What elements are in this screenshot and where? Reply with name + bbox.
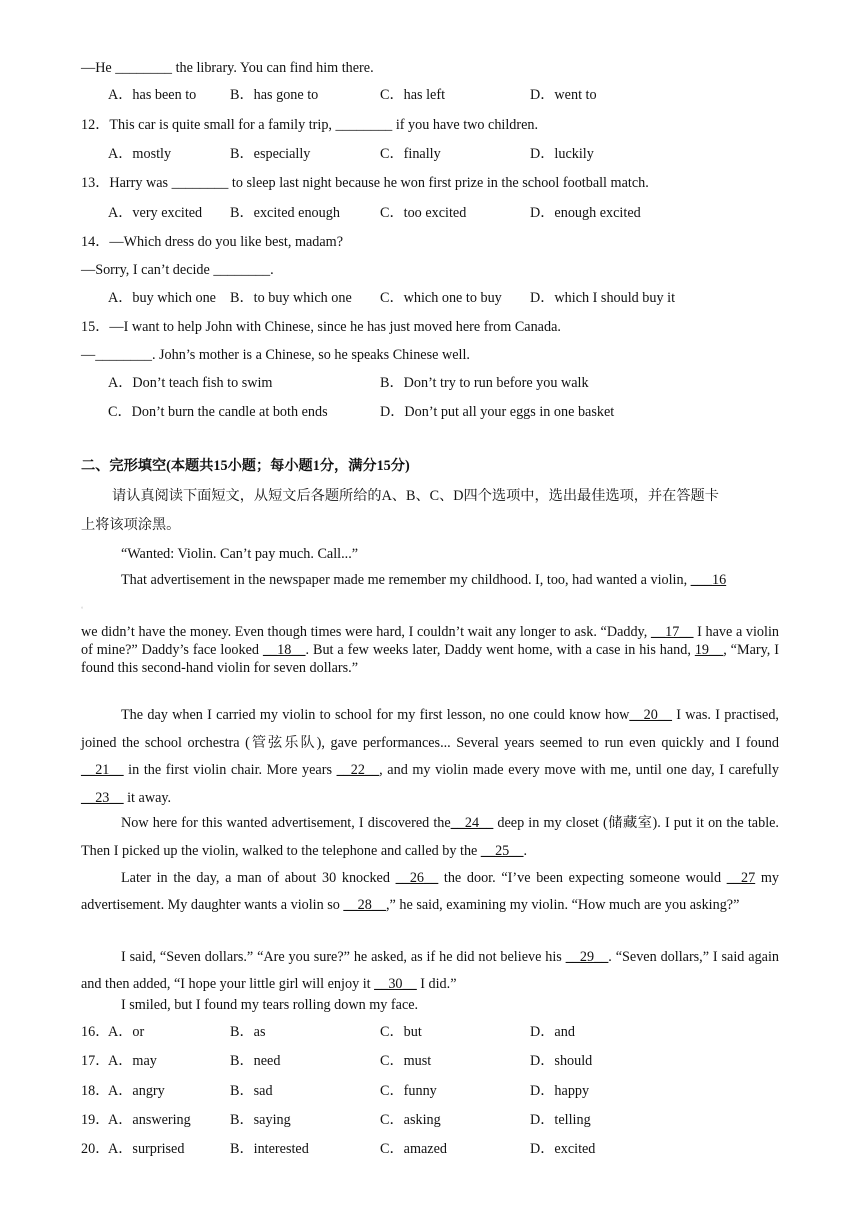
passage-text: I did.” (416, 975, 457, 992)
cloze17-option-a: A．may (108, 1053, 157, 1069)
blank-22: __22__ (336, 762, 380, 778)
section-heading: 二、完形填空(本题共15小题；每小题1分，满分15分) (81, 458, 410, 474)
cloze-number-16: 16． (81, 1024, 110, 1040)
cloze17-option-d: D．should (530, 1053, 593, 1069)
blank-30: __30__ (374, 975, 417, 992)
passage-text: The day when I carried my violin to school for my first lesson, no one could know how (121, 707, 630, 723)
blank-26: __26__ (395, 870, 439, 886)
passage-title: “Wanted: Violin. Can’t pay much. Call...” (121, 546, 359, 562)
q14-option-d: D．which I should buy it (530, 290, 676, 306)
cloze20-option-a: A．surprised (108, 1141, 185, 1157)
q15-option-c: C．Don’t burn the candle at both ends (108, 404, 328, 420)
q15-option-d: D．Don’t put all your eggs in one basket (380, 404, 615, 420)
passage-p3 (81, 810, 779, 865)
q13-option-c: C．too excited (380, 205, 467, 221)
passage-text: Later in the day, a man of about 30 knocked (121, 870, 396, 886)
passage-text: , and my violin made every move with me, until one day, I carefully (379, 762, 779, 778)
blank-18: __18__ (262, 642, 306, 658)
q12-option-a: A．mostly (108, 146, 172, 162)
cloze18-option-a: A．angry (108, 1083, 165, 1099)
q13-option-d: D．enough excited (530, 205, 641, 221)
cloze-number-17: 17． (81, 1053, 110, 1069)
cloze19-option-a: A．answering (108, 1112, 191, 1128)
passage-p2 (81, 702, 779, 812)
cloze-number-20: 20． (81, 1141, 110, 1157)
q13-stem: 13．Harry was ________ to sleep last night because he won first prize in the school football match. (81, 175, 649, 191)
passage-text: , “Mary, I found this second-hand violin for seven dollars.” (81, 642, 779, 676)
cloze16-option-d: D．and (530, 1024, 575, 1040)
q14-option-a: A．buy which one (108, 290, 216, 306)
cloze20-option-c: C．amazed (380, 1141, 447, 1157)
blank-25: __25__ (480, 842, 524, 859)
passage-text: I have a violin of mine?” Daddy’s face looked (81, 624, 779, 658)
blank-21: __21__ (81, 762, 124, 778)
passage-text: Now here for this wanted advertisement, I discovered the (121, 815, 451, 831)
passage-p1 (81, 623, 779, 677)
cloze17-option-b: B．need (230, 1053, 281, 1069)
cloze16-option-c: C．but (380, 1024, 422, 1040)
q11-option-d: D．went to (530, 87, 597, 103)
passage-text: I was. I practised, joined the school orchestra (管弦乐队), gave performances... Several years seemed to run even quickly and I found (81, 707, 779, 751)
q14-stem: 14．—Which dress do you like best, madam? (81, 234, 344, 250)
q12-option-c: C．finally (380, 146, 441, 162)
q14-option-b: B．to buy which one (230, 290, 352, 306)
section-instruction-cont: 上将该项涂黑。 (81, 517, 181, 533)
passage-p6: I smiled, but I found my tears rolling down my face. (121, 997, 419, 1013)
cloze20-option-b: B．interested (230, 1141, 309, 1157)
passage-text: . (523, 842, 527, 859)
q14-answer-prompt: —Sorry, I can’t decide ________. (81, 262, 274, 278)
passage-text: it away. (123, 789, 172, 806)
cloze17-option-c: C．must (380, 1053, 432, 1069)
passage-text: deep in my closet (储藏室). I put it on the table. Then I picked up the violin, walked to the telephone and called by the (81, 815, 779, 859)
cloze20-option-d: D．excited (530, 1141, 596, 1157)
blank-29: __29__ (565, 949, 609, 965)
cloze18-option-d: D．happy (530, 1083, 590, 1099)
passage-text: the door. “I’ve been expecting someone would (438, 870, 727, 886)
passage-p1-line1 (121, 571, 726, 589)
q13-option-a: A．very excited (108, 205, 203, 221)
passage-text: . But a few weeks later, Daddy went home, with a case in his hand, (305, 642, 695, 658)
stray-mark: 。 (81, 604, 88, 610)
passage-text: . “Seven dollars,” I said again and then added, “I hope your little girl will enjoy it (81, 949, 779, 992)
q15-answer-prompt: —________. John’s mother is a Chinese, so he speaks Chinese well. (81, 347, 470, 363)
q15-option-b: B．Don’t try to run before you walk (380, 375, 589, 391)
q11-option-c: C．has left (380, 87, 446, 103)
passage-p4 (81, 865, 779, 918)
passage-text: I said, “Seven dollars.” “Are you sure?” he asked, as if he did not believe his (121, 949, 566, 965)
cloze19-option-c: C．asking (380, 1112, 441, 1128)
blank-23: __23__ (81, 789, 124, 806)
blank-17: __17__ (650, 624, 694, 640)
q12-option-d: D．luckily (530, 146, 594, 162)
q12-stem: 12．This car is quite small for a family trip, ________ if you have two children. (81, 117, 539, 133)
cloze18-option-b: B．sad (230, 1083, 273, 1099)
passage-text: in the first violin chair. More years (123, 762, 337, 778)
passage-text: my advertisement. My daughter wants a violin so (81, 870, 779, 913)
passage-text: ,” he said, examining my violin. “How much are you asking?” (385, 896, 740, 913)
blank-28: __28__ (343, 896, 386, 913)
passage-text: we didn’t have the money. Even though times were hard, I couldn’t wait any longer to ask. “Daddy, (81, 624, 651, 640)
passage-text: That advertisement in the newspaper made me remember my childhood. I, too, had wanted a violin, (121, 572, 691, 588)
section-instruction: 请认真阅读下面短文，从短文后各题所给的A、B、C、D四个选项中，选出最佳选项，并在答题卡 (112, 488, 719, 504)
q11-option-b: B．has gone to (230, 87, 319, 103)
cloze-number-18: 18． (81, 1083, 110, 1099)
cloze16-option-b: B．as (230, 1024, 266, 1040)
blank-27: __27 (726, 870, 756, 886)
blank-24: __24__ (450, 815, 494, 831)
q15-stem: 15．—I want to help John with Chinese, since he has just moved here from Canada. (81, 319, 561, 335)
q12-option-b: B．especially (230, 146, 311, 162)
passage-p5 (81, 944, 779, 997)
q15-option-a: A．Don’t teach fish to swim (108, 375, 273, 391)
cloze19-option-d: D．telling (530, 1112, 591, 1128)
cloze16-option-a: A．or (108, 1024, 145, 1040)
q11-answer-prompt: —He ________ the library. You can find him there. (81, 60, 374, 76)
blank-19: 19__ (694, 642, 724, 658)
cloze18-option-c: C．funny (380, 1083, 437, 1099)
q14-option-c: C．which one to buy (380, 290, 502, 306)
cloze19-option-b: B．saying (230, 1112, 291, 1128)
q11-option-a: A．has been to (108, 87, 197, 103)
blank-20: __20__ (629, 707, 672, 723)
q13-option-b: B．excited enough (230, 205, 340, 221)
blank-16: ___16 (690, 572, 727, 588)
cloze-number-19: 19． (81, 1112, 110, 1128)
